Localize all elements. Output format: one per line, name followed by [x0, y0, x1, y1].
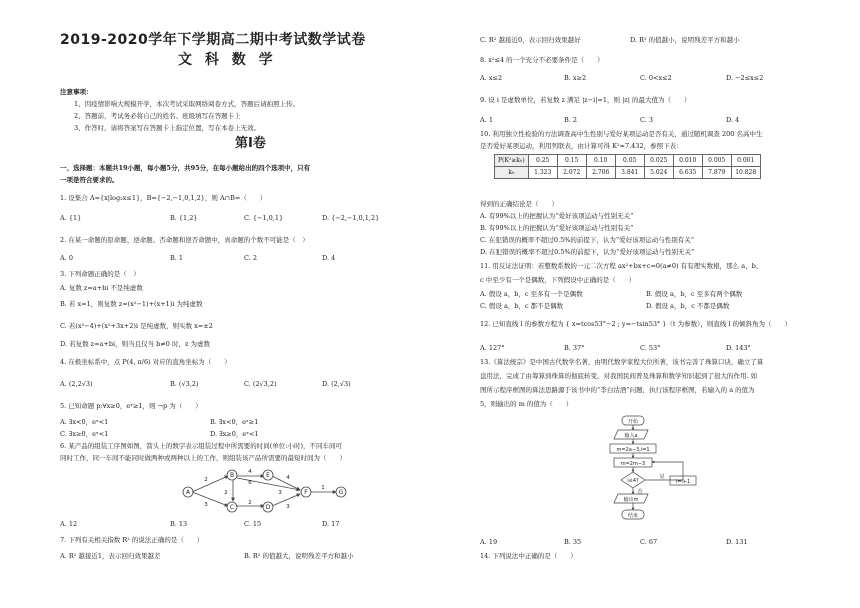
option: A. {1}	[60, 214, 82, 222]
graph-node-label: C	[229, 504, 235, 511]
question-stem: 2. 在某一命题的原命题、逆命题、否命题和逆否命题中，真命题的个数不可能是（ ）	[60, 236, 309, 244]
flow-output: 输出m	[623, 497, 639, 503]
graph-node-label: G	[338, 489, 344, 496]
question-stem: 1. 设集合 A={x|log₂x≤1}，B={−2,−1,0,1,2}，则 A∩B=（ ）	[60, 194, 267, 202]
option: D. −2≤x≤2	[726, 74, 764, 82]
flow-branch-label: 否	[637, 489, 643, 495]
option: C. 在犯错误的概率不超过0.5%的前提下，认为“爱好该项运动与性别有关”	[480, 236, 695, 244]
option: B. ∃x<0，eˣ≥1	[210, 418, 259, 426]
option: B. 若 x=1，则复数 z=(x²−1)+(x+1)i 为纯虚数	[60, 300, 203, 308]
table-cell: 0.15	[557, 155, 586, 167]
option: B. 有99%以上的把握认为“爱好该项运动与性别有关”	[480, 224, 634, 232]
flow-increment: i=i+1	[675, 479, 691, 485]
flow-start: 开始	[627, 419, 639, 425]
question-stem: 14. 下列说法中正确的是（ ）	[480, 552, 577, 560]
flowchart	[602, 414, 712, 536]
question-stem: 12. 已知直线 l 的参数方程为 { x=tcos53°−2 ; y=−tsin53° }（t 为参数），则直线 l 的倾斜角为（ ）	[480, 320, 792, 328]
graph-edge-label: 3	[278, 490, 282, 496]
option: A. 复数 z=a+bi 不是纯虚数	[60, 284, 143, 292]
option: B. 1	[170, 254, 184, 262]
option: D. 143°	[726, 344, 751, 352]
option: C. 15	[244, 520, 262, 528]
option: A. 19	[480, 538, 498, 546]
question-stem: 同时工作，同一车间不能同时做两种或两种以上的工作，则组装该产品所需要的最短时间为（ ）	[60, 454, 346, 462]
table-cell: 10.828	[731, 167, 760, 179]
table-cell: 6.635	[673, 167, 702, 179]
option: C. ∃x≥0，eˣ<1	[60, 430, 109, 438]
option: C. 3	[640, 116, 654, 124]
flow-init: m=2a−3,i=1	[616, 447, 650, 453]
notes-heading: 注意事项：	[60, 88, 93, 96]
table-row-header: k₀	[495, 167, 529, 179]
question-lead: 得到的正确结论是（ ）	[480, 200, 558, 208]
option: D. 4	[726, 116, 740, 124]
graph-node-label: B	[229, 472, 235, 479]
section-instructions: 一项是符合要求的。	[60, 176, 119, 184]
table-cell: 0.001	[731, 155, 760, 167]
table-cell: 2.072	[557, 167, 586, 179]
option: A. ∃x<0，eˣ<1	[60, 418, 109, 426]
option: C. 若(x²−4)+(x²+3x+2)i 是纯虚数，则实数 x=±2	[60, 322, 213, 330]
option: B. 假设 a，b，c 至多有两个偶数	[646, 290, 743, 298]
option: D. 4	[322, 254, 336, 262]
graph-node-label: F	[304, 489, 308, 496]
option: A. R² 越接近1，表示回归效果越差	[60, 552, 161, 560]
exam-title: 2019-2020学年下学期高二期中考试数学试卷	[60, 32, 366, 48]
option: C. 2	[244, 254, 258, 262]
option: C. 53°	[640, 344, 661, 352]
exam-subtitle: 文 科 数 学	[178, 52, 277, 68]
graph-edge-label: 2	[248, 500, 252, 506]
graph-edge-label: 4	[286, 475, 290, 481]
flow-end: 结束	[627, 513, 639, 519]
question-stem: 10. 利用独立性检验的方法调查高中生性别与爱好某项运动是否有关，通过随机调查 200 名高中生	[480, 130, 763, 138]
table-row	[495, 167, 761, 179]
option: A. 12	[60, 520, 78, 528]
option: A. 假设 a，b，c 至多有一个是偶数	[480, 290, 583, 298]
option: C. 假设 a，b，c 都不是偶数	[480, 302, 564, 310]
option: B. {1,2}	[170, 214, 198, 222]
option: D. R² 的值越小，说明残差平方和越小	[630, 36, 740, 44]
question-stem: 图所示程序框图的算法思路源于该书中的“李白沽酒”问题，执行该程序框图，若输入的 a 的值为	[480, 386, 755, 394]
question-stem: c 中至少有一个是偶数，下列假设中正确的是（ ）	[480, 276, 636, 284]
question-stem: 4. 在极坐标系中，点 P(4, π/6) 对应的直角坐标为（ ）	[60, 358, 231, 366]
graph-edge-label: 4	[248, 469, 252, 475]
option: B. 2	[564, 116, 578, 124]
option: C. (2√3,2)	[244, 380, 277, 388]
option: D. (2,√3)	[322, 380, 351, 388]
graph-node-label: A	[185, 489, 191, 496]
graph-edge-label: 1	[321, 485, 325, 491]
option: A. 127°	[480, 344, 505, 352]
table-row-header: P(K²≥k₀)	[495, 155, 529, 167]
question-stem: 11. 用反证法证明：若整数系数的一元二次方程 ax²+bx+c=0(a≠0) 有有理实数根，那么 a、b、	[480, 262, 763, 270]
option: A. 有99%以上的把握认为“爱好该项运动与性别无关”	[480, 212, 634, 220]
graph-edge-label: 2	[204, 477, 208, 483]
option: A. (2,2√3)	[60, 380, 93, 388]
table-cell: 7.879	[702, 167, 731, 179]
question-stem: 13.《算法统宗》是中国古代数学名著，由明代数学家程大位所著，该书完善了珠算口诀，确立了算	[480, 358, 764, 366]
table-cell: 0.005	[702, 155, 731, 167]
option: C. 0<x≤2	[640, 74, 672, 82]
graph-edge-label: 3	[204, 502, 208, 508]
table-cell: 2.706	[586, 167, 615, 179]
question-stem: 5. 已知命题 p:∀x≥0，eˣ≥1，则 ¬p 为（ ）	[60, 402, 202, 410]
table-cell: 0.10	[586, 155, 615, 167]
question-stem: 7. 下列有关相关指数 R² 的说法正确的是（ ）	[60, 536, 204, 544]
option: C. {−1,0,1}	[244, 214, 284, 222]
option: B. 35	[564, 538, 582, 546]
table-cell: 1.323	[528, 167, 557, 179]
section-instructions: 一、选择题：本题共19小题，每小题5分，共95分，在每小题给出的四个选项中，只有	[60, 164, 311, 172]
table-cell: 0.05	[615, 155, 644, 167]
flow-branch-label: 是	[659, 474, 665, 480]
question-stem: 8. x²≤4 的一个充分不必要条件是（ ）	[480, 56, 604, 64]
graph-edge-label: 6	[248, 480, 252, 486]
graph-node-label: E	[266, 472, 270, 479]
option: D. 在犯错误的概率不超过0.5%的前提下，认为“爱好该项运动与性别无关”	[480, 248, 695, 256]
note-item: 3、作答时，请将答案写在答题卡上指定位置，写在本卷上无效。	[74, 124, 261, 132]
option: D. {−2,−1,0,1,2}	[322, 214, 380, 222]
option: D. ∃x≥0，eˣ<1	[210, 430, 259, 438]
note-item: 1、因疫情影响大规模开学，本次考试采取网络阅卷方式，答题后请拍照上传。	[74, 100, 300, 108]
question-stem: 9. 设 i 是虚数单位，若复数 z 满足 |z−i|=1，则 |z| 的最大值为（ ）	[480, 96, 691, 104]
flow-input: 输入a	[624, 433, 638, 439]
option: D. 17	[322, 520, 340, 528]
question-stem: 5，则输出的 m 的值为（ ）	[480, 400, 573, 408]
option: D. 131	[726, 538, 748, 546]
option: C. R² 越接近0，表示回归效果越好	[480, 36, 581, 44]
table-cell: 0.010	[673, 155, 702, 167]
section-title: 第Ⅰ卷	[235, 136, 266, 151]
table-cell: 5.024	[644, 167, 673, 179]
option: A. 0	[60, 254, 73, 262]
option: A. x≤2	[480, 74, 503, 82]
table-cell: 0.025	[644, 155, 673, 167]
option: D. 假设 a，b，c 不都是偶数	[646, 302, 730, 310]
flow-condition: i≤4?	[627, 478, 639, 484]
option: B. R² 的值越大，说明残差平方和越小	[244, 552, 354, 560]
question-stem: 盘用法，完成了由筹算到珠算的彻底转变，对我国民间普及珠算和数学知识起到了很大的作用. 如	[480, 372, 758, 380]
option: B. (√3,2)	[170, 380, 199, 388]
table-row	[495, 155, 761, 167]
option: B. 37°	[564, 344, 585, 352]
option: D. 若复数 z=a+bi，则当且仅当 b≠0 时，z 为虚数	[60, 340, 210, 348]
option: B. x≥2	[564, 74, 587, 82]
option: B. 13	[170, 520, 188, 528]
note-item: 2、答题前，考试务必将自己的姓名、班级填写在答题卡上	[74, 112, 241, 120]
assembly-graph	[180, 466, 350, 516]
option: C. 67	[640, 538, 658, 546]
graph-edge-label: 2	[224, 490, 228, 496]
question-stem: 3. 下列命题正确的是（ ）	[60, 270, 140, 278]
option: A. 1	[480, 116, 493, 124]
table-cell: 3.841	[615, 167, 644, 179]
question-stem: 6. 某产品的组装工序图如图，箭头上的数字表示组装过程中所需要的时间(单位:小时)，不同车间可	[60, 442, 343, 450]
table-cell: 0.25	[528, 155, 557, 167]
flow-assign: m=2m−3	[620, 461, 646, 467]
critical-value-table	[494, 154, 761, 179]
question-stem: 是否爱好某项运动，利用列联表，由计算可得 K²≈7.432，参照下表：	[480, 142, 683, 150]
graph-edge-label: 3	[286, 504, 290, 510]
graph-node-label: D	[265, 504, 271, 511]
